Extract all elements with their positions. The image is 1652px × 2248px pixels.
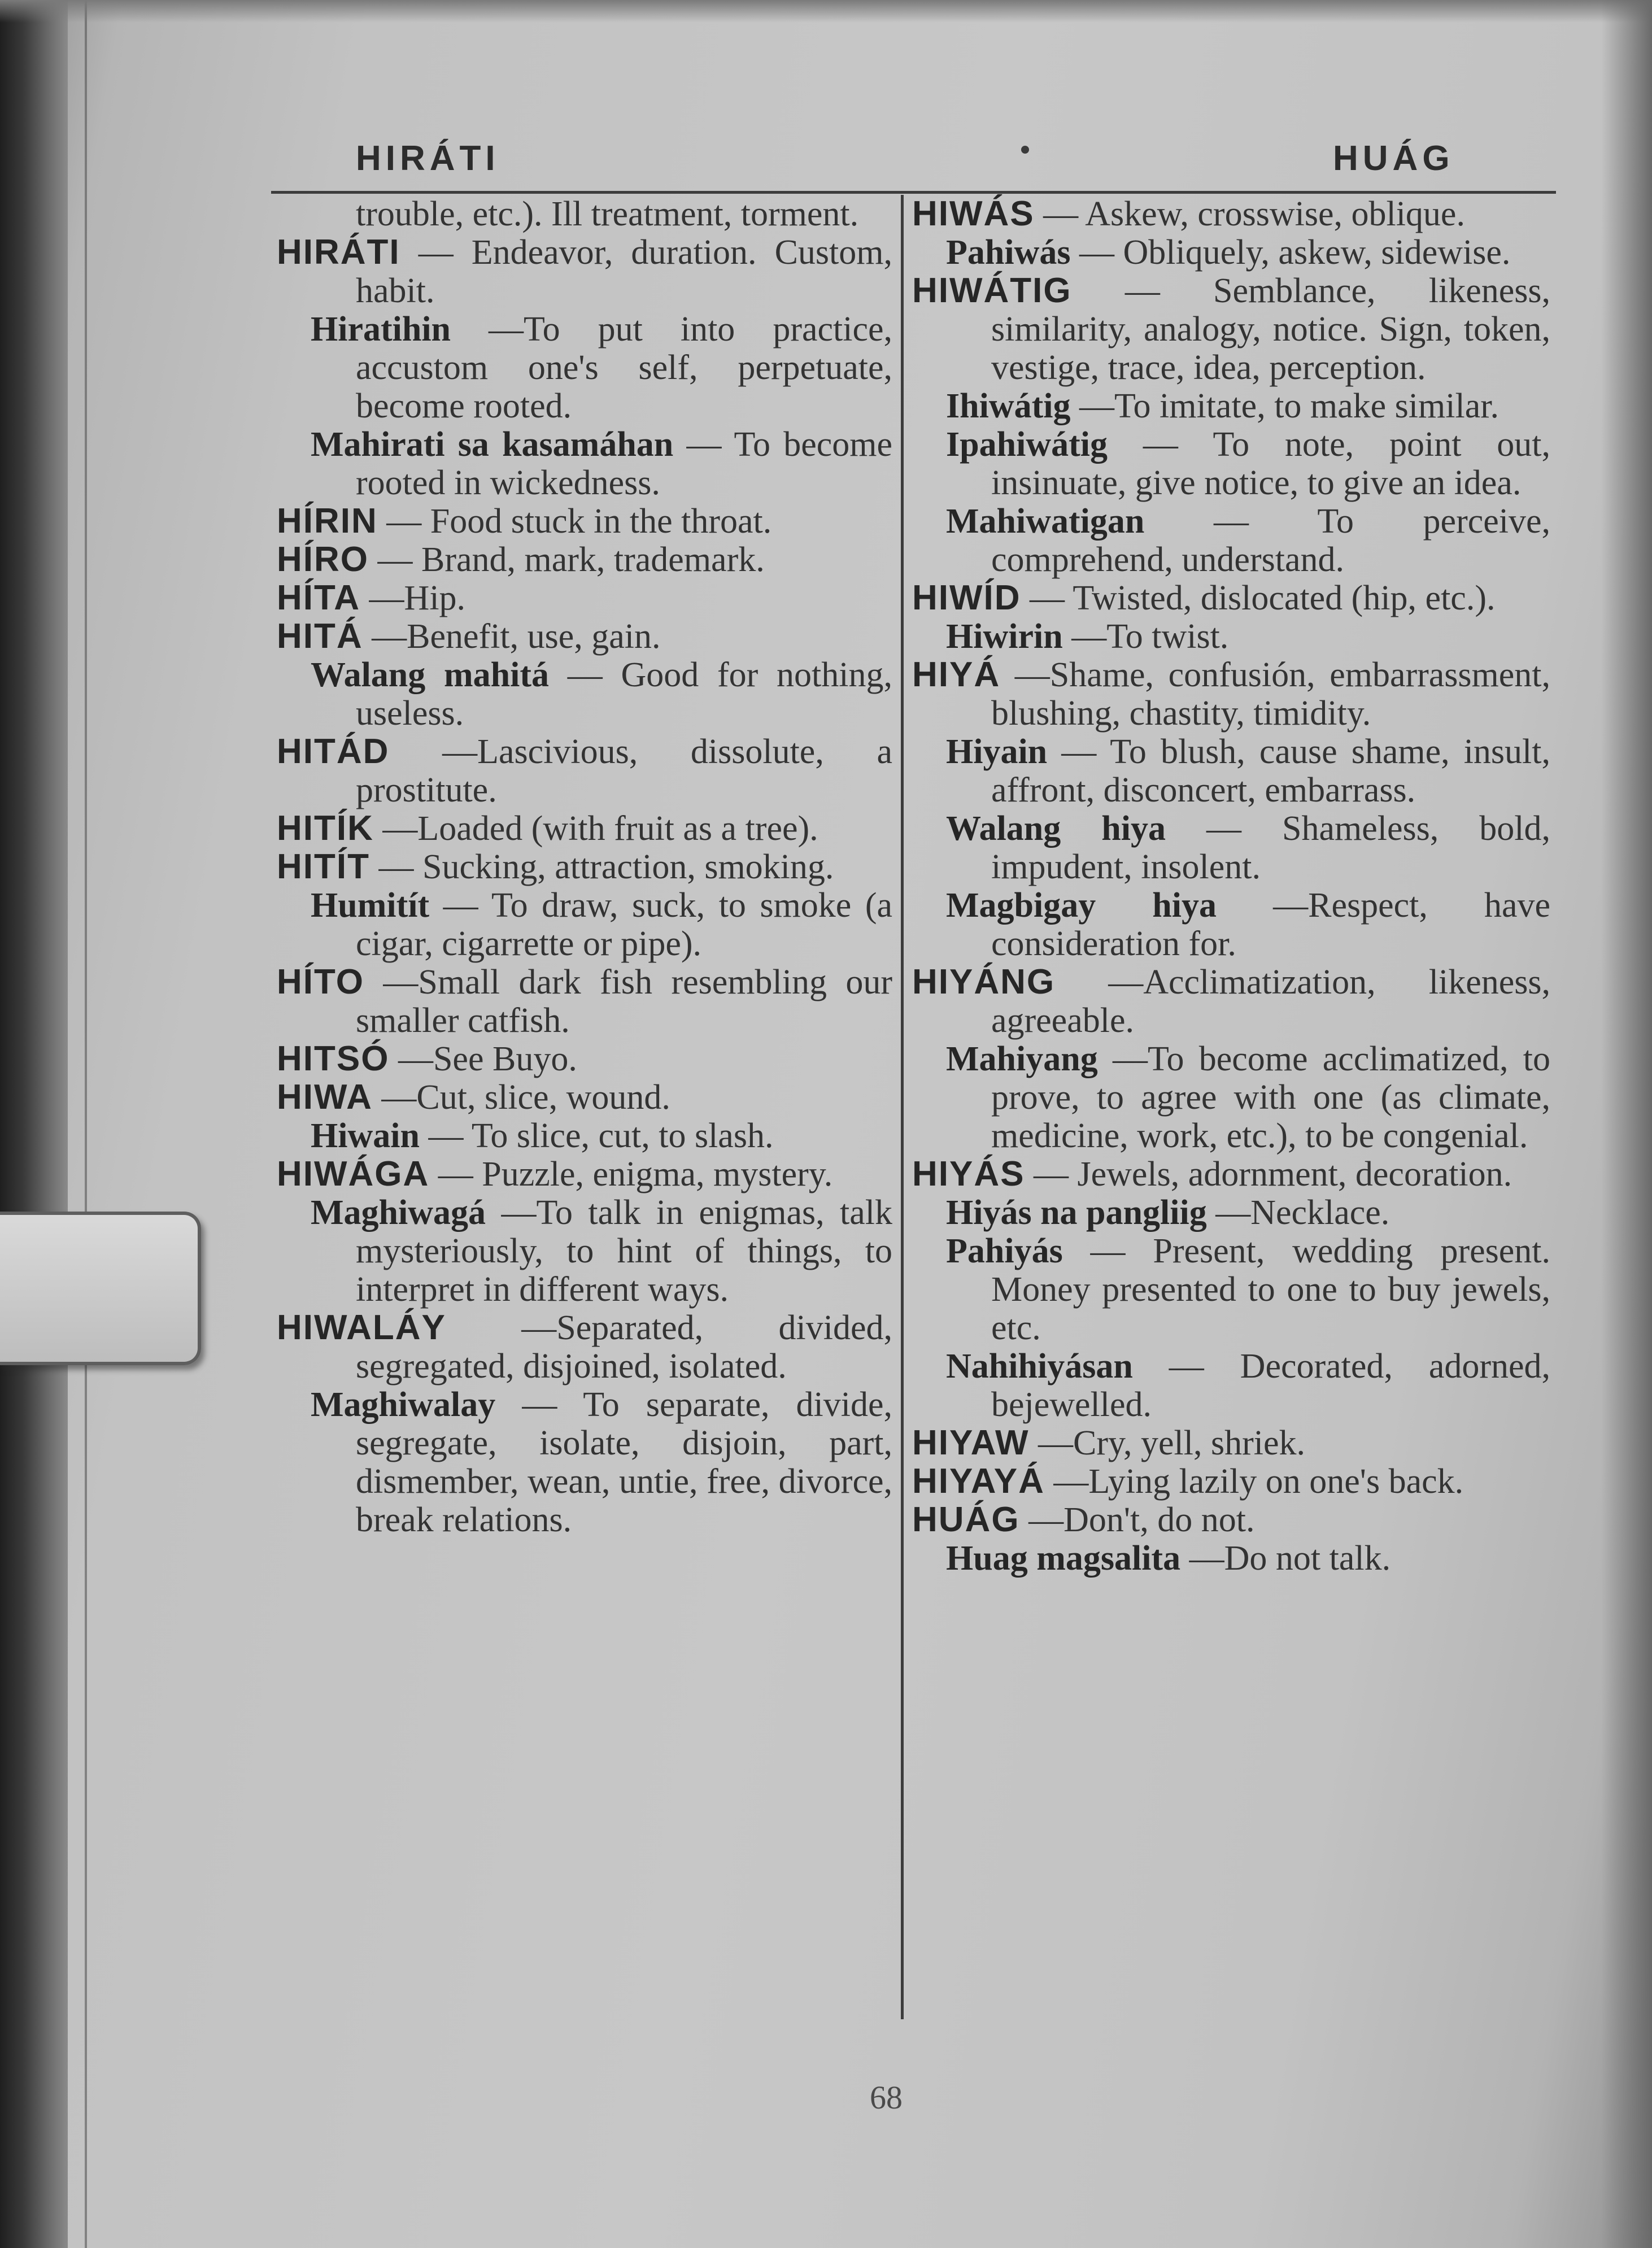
headword: HIWÍD (912, 578, 1021, 617)
headword: Pahiyás (946, 1232, 1063, 1270)
dictionary-entry (912, 1501, 1550, 1539)
definition: — To perceive, comprehend, understand. (991, 502, 1550, 579)
headword: Nahihiyásan (946, 1347, 1133, 1386)
definition: — Twisted, dislocated (hip, etc.). (1030, 579, 1496, 617)
definition: —Acclimatization, likeness, agreeable. (991, 963, 1550, 1040)
headword: HIYAW (912, 1423, 1030, 1462)
definition: — Decorated, adorned, bejewelled. (991, 1347, 1551, 1424)
dictionary-subentry (912, 809, 1550, 886)
headword: HIWÁS (912, 194, 1035, 233)
headword: HÍRO (277, 540, 369, 579)
headword: Walang mahitá (311, 656, 550, 694)
definition: — Jewels, adornment, decoration. (1033, 1155, 1512, 1193)
headword: HUÁG (912, 1500, 1020, 1539)
headword: HIYÁNG (912, 962, 1056, 1001)
definition: — Shameless, bold, impudent, insolent. (991, 809, 1550, 886)
dictionary-entry (277, 541, 892, 579)
dictionary-subentry (277, 425, 892, 502)
definition: —To imitate, to make similar. (1079, 387, 1499, 425)
headword: HÍTO (277, 962, 364, 1001)
top-edge-shadow (0, 0, 1652, 23)
dictionary-subentry (277, 1193, 892, 1309)
definition: —Respect, have consideration for. (991, 886, 1551, 963)
definition: — Semblance, likeness, similarity, analogy, notice. Sign, token, vestige, trace, idea, perception. (991, 272, 1550, 387)
dictionary-entry (277, 579, 892, 617)
bookmark-tab (0, 1212, 201, 1365)
definition: — Sucking, attraction, smoking. (378, 848, 834, 886)
dictionary-subentry (912, 387, 1550, 425)
definition: —Necklace. (1215, 1193, 1390, 1232)
headword: HIYÁ (912, 655, 1001, 694)
headword: Pahiwás (946, 233, 1071, 272)
dictionary-entry (277, 1309, 892, 1386)
header-rule (271, 191, 1556, 194)
definition: —Do not talk. (1189, 1539, 1391, 1578)
dictionary-entry (912, 1155, 1550, 1193)
dictionary-entry (277, 617, 892, 656)
book-spine-shadow (0, 0, 68, 2248)
definition: trouble, etc.). Ill treatment, torment. (356, 195, 859, 233)
entry-continuation (277, 195, 892, 233)
headword: HÍTA (277, 578, 361, 617)
spine-edge-line (85, 0, 87, 2248)
definition: — Food stuck in the throat. (386, 502, 772, 541)
definition: —To become acclimatized, to prove, to agree with one (as climate, medicine, work, etc.), to be congenial. (991, 1040, 1550, 1155)
headword: Ihiwátig (946, 387, 1071, 425)
headword: HIWÁGA (277, 1155, 430, 1193)
definition: —Don't, do not. (1028, 1501, 1255, 1539)
definition: —To twist. (1071, 617, 1229, 656)
dictionary-subentry (912, 1232, 1550, 1347)
definition: —Cry, yell, shriek. (1038, 1424, 1306, 1462)
dictionary-entry (912, 195, 1550, 233)
dictionary-subentry (912, 425, 1550, 502)
dictionary-subentry (912, 1347, 1550, 1424)
dictionary-subentry (912, 233, 1550, 272)
dictionary-subentry (277, 1386, 892, 1539)
dictionary-subentry (912, 733, 1550, 809)
headword: Hiyain (946, 733, 1048, 771)
definition: — Good for nothing, useless. (356, 656, 892, 733)
left-column (277, 195, 892, 1539)
headword: HITSÓ (277, 1039, 390, 1078)
dictionary-entry (912, 579, 1550, 617)
dictionary-entry (277, 733, 892, 809)
headword: Humitít (311, 886, 430, 925)
definition: —Small dark fish resembling our smaller catfish. (356, 963, 892, 1040)
headword: Maghiwagá (311, 1193, 486, 1232)
headword: HIWALÁY (277, 1308, 446, 1347)
headword: HIYÁS (912, 1155, 1025, 1193)
headword: Ipahiwátig (946, 425, 1108, 464)
headword: Walang hiya (946, 809, 1166, 848)
headword: Hiyás na pangliig (946, 1193, 1207, 1232)
definition: —See Buyo. (398, 1040, 577, 1078)
definition: —Shame, confusión, embarrassment, blushing, chastity, timidity. (991, 656, 1551, 733)
headword: HIYAYÁ (912, 1462, 1045, 1501)
definition: —Hip. (369, 579, 466, 617)
dictionary-subentry (912, 617, 1550, 656)
definition: — Puzzle, enigma, mystery. (438, 1155, 833, 1193)
definition: —Lying lazily on one's back. (1053, 1462, 1464, 1501)
definition: — Obliquely, askew, sidewise. (1079, 233, 1511, 272)
dictionary-entry (277, 502, 892, 541)
dictionary-subentry (277, 310, 892, 425)
definition: — Brand, mark, trademark. (377, 541, 765, 579)
headword: Mahiyang (946, 1040, 1098, 1078)
definition: —Benefit, use, gain. (372, 617, 661, 656)
definition: — To draw, suck, to smoke (a cigar, cigarrette or pipe). (356, 886, 893, 963)
definition: — Present, wedding present. Money presented to one to buy jewels, etc. (991, 1232, 1551, 1347)
headword: HIRÁTI (277, 233, 400, 272)
dictionary-entry (277, 1155, 892, 1193)
headword: HITÁD (277, 732, 390, 771)
headword: Huag magsalita (946, 1539, 1181, 1578)
dictionary-subentry (912, 1539, 1550, 1578)
definition: —To talk in enigmas, talk mysteriously, to hint of things, to interpret in different ways. (356, 1193, 892, 1309)
headword: HIWA (277, 1078, 373, 1117)
dictionary-entry (912, 1462, 1550, 1501)
dictionary-entry (277, 809, 892, 848)
right-column (912, 195, 1550, 1578)
definition: —Lascivious, dissolute, a prostitute. (356, 733, 893, 809)
headword: HIWÁTIG (912, 271, 1072, 310)
definition: — To blush, cause shame, insult, affront, disconcert, embarrass. (991, 733, 1551, 809)
headword: Hiwain (311, 1117, 420, 1155)
dictionary-subentry (912, 886, 1550, 963)
headword: HITÁ (277, 617, 363, 656)
dictionary-entry (912, 656, 1550, 733)
headword: Magbigay hiya (946, 886, 1217, 925)
headword: HITÍK (277, 809, 374, 848)
page-number: 68 (870, 2079, 903, 2116)
headword: Hiwirin (946, 617, 1063, 656)
headword: Mahirati sa kasamáhan (311, 425, 674, 464)
headword: Hiratihin (311, 310, 451, 348)
definition: —Separated, divided, segregated, disjoined, isolated. (356, 1309, 892, 1386)
definition: — To separate, divide, segregate, isolate, disjoin, part, dismember, wean, untie, free, divorce, break relations. (356, 1386, 893, 1539)
definition: — To note, point out, insinuate, give notice, to give an idea. (991, 425, 1551, 502)
definition: —Loaded (with fruit as a tree). (382, 809, 818, 848)
definition: —Cut, slice, wound. (381, 1078, 670, 1117)
dictionary-entry (912, 963, 1550, 1040)
headword: HÍRIN (277, 502, 378, 541)
dictionary-subentry (277, 1117, 892, 1155)
dictionary-subentry (912, 502, 1550, 579)
dictionary-subentry (277, 886, 892, 963)
dictionary-subentry (912, 1193, 1550, 1232)
headword: Mahiwatigan (946, 502, 1145, 541)
dictionary-entry (277, 963, 892, 1040)
definition: — To become rooted in wickedness. (356, 425, 892, 502)
definition: — Askew, crosswise, oblique. (1043, 195, 1465, 233)
dictionary-entry (277, 848, 892, 886)
running-head-right: HUÁG (1333, 139, 1454, 178)
dictionary-subentry (277, 656, 892, 733)
definition: — To slice, cut, to slash. (428, 1117, 774, 1155)
definition: —To put into practice, accustom one's self, perpetuate, become rooted. (356, 310, 892, 425)
column-divider (901, 195, 904, 2019)
right-edge-shadow (1601, 0, 1652, 2248)
dictionary-entry (277, 1040, 892, 1078)
dictionary-entry (277, 233, 892, 310)
headword: HITÍT (277, 847, 370, 886)
running-head-left: HIRÁTI (356, 139, 500, 178)
dictionary-subentry (912, 1040, 1550, 1155)
headword: Maghiwalay (311, 1386, 496, 1424)
dictionary-entry (277, 1078, 892, 1117)
running-head-ornament (1021, 146, 1029, 154)
definition: — Endeavor, duration. Custom, habit. (356, 233, 893, 310)
dictionary-entry (912, 272, 1550, 387)
dictionary-entry (912, 1424, 1550, 1462)
